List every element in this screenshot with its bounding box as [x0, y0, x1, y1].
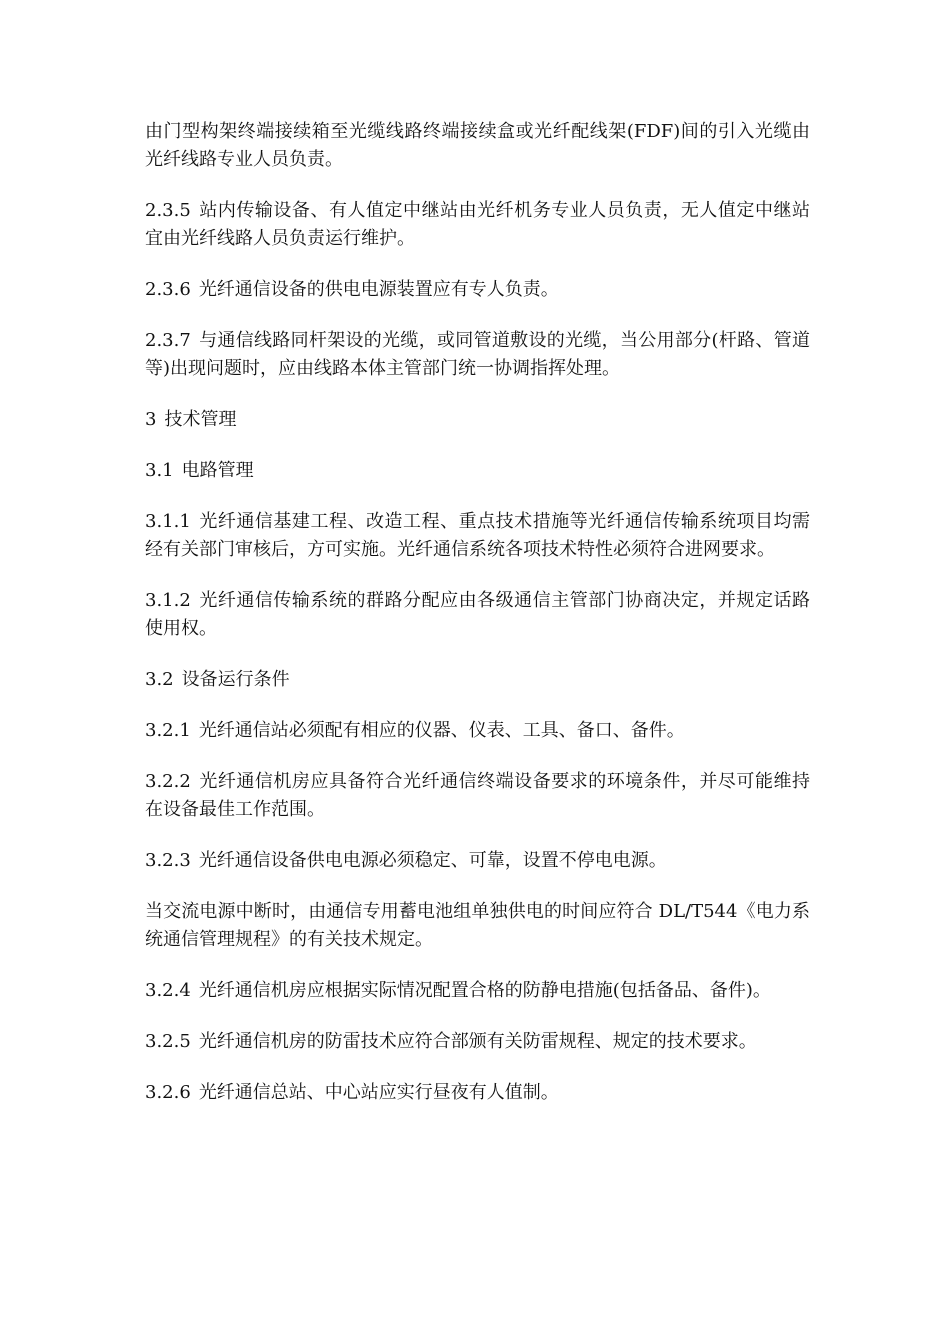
paragraph-text: 当交流电源中断时，由通信专用蓄电池组单独供电的时间应符合 DL/T544《电力系统通信管理规程》的有关技术规定。	[145, 901, 810, 950]
paragraph	[145, 847, 810, 875]
section-number: 3.1	[145, 460, 174, 481]
paragraph-text: 与通信线路同杆架设的光缆，或同管道敷设的光缆，当公用部分(杆路、管道等)出现问题时，应由线路本体主管部门统一协调指挥处理。	[145, 330, 810, 379]
paragraph	[145, 977, 810, 1005]
paragraph	[145, 898, 810, 954]
paragraph	[145, 327, 810, 383]
section-number: 3.2.2	[145, 771, 191, 792]
paragraph	[145, 508, 810, 564]
paragraph-text: 站内传输设备、有人值定中继站由光纤机务专业人员负责，无人值定中继站宜由光纤线路人员负责运行维护。	[145, 200, 810, 249]
section-number: 3.2.3	[145, 850, 191, 871]
heading-text: 设备运行条件	[181, 669, 290, 690]
section-number: 2.3.6	[145, 279, 191, 300]
paragraph	[145, 1028, 810, 1056]
section-number: 3.2.6	[145, 1082, 191, 1103]
paragraph-text: 光纤通信机房应具备符合光纤通信终端设备要求的环境条件，并尽可能维持在设备最佳工作范围。	[145, 771, 810, 820]
section-heading	[145, 406, 810, 434]
paragraph	[145, 768, 810, 824]
section-number: 3.2.4	[145, 980, 191, 1001]
paragraph-text: 光纤通信设备供电电源必须稳定、可靠，设置不停电电源。	[198, 850, 667, 871]
section-number: 3.1.2	[145, 590, 191, 611]
paragraph-text: 光纤通信站必须配有相应的仪器、仪表、工具、备口、备件。	[198, 720, 685, 741]
section-number: 3.2.1	[145, 720, 191, 741]
paragraph	[145, 197, 810, 253]
section-number: 3.1.1	[145, 511, 191, 532]
paragraph	[145, 717, 810, 745]
section-number: 3.2	[145, 669, 174, 690]
paragraph-text: 光纤通信机房应根据实际情况配置合格的防静电措施(包括备品、备件)。	[198, 980, 771, 1001]
section-number: 2.3.7	[145, 330, 191, 351]
section-number: 2.3.5	[145, 200, 191, 221]
paragraph	[145, 1079, 810, 1107]
paragraph	[145, 587, 810, 643]
paragraph-text: 光纤通信机房的防雷技术应符合部颁有关防雷规程、规定的技术要求。	[198, 1031, 757, 1052]
paragraph	[145, 118, 810, 174]
section-heading	[145, 457, 810, 485]
section-number: 3	[145, 409, 157, 430]
section-number: 3.2.5	[145, 1031, 191, 1052]
paragraph-text: 光纤通信设备的供电电源装置应有专人负责。	[198, 279, 559, 300]
paragraph-text: 光纤通信总站、中心站应实行昼夜有人值制。	[198, 1082, 559, 1103]
paragraph-text: 光纤通信基建工程、改造工程、重点技术措施等光纤通信传输系统项目均需经有关部门审核后，方可实施。光纤通信系统各项技术特性必须符合进网要求。	[145, 511, 810, 560]
section-heading	[145, 666, 810, 694]
paragraph	[145, 276, 810, 304]
heading-text: 电路管理	[181, 460, 254, 481]
document-page	[145, 118, 810, 1130]
paragraph-text: 由门型构架终端接续箱至光缆线路终端接续盒或光纤配线架(FDF)间的引入光缆由光纤线路专业人员负责。	[145, 121, 810, 170]
heading-text: 技术管理	[164, 409, 237, 430]
paragraph-text: 光纤通信传输系统的群路分配应由各级通信主管部门协商决定，并规定话路使用权。	[145, 590, 810, 639]
